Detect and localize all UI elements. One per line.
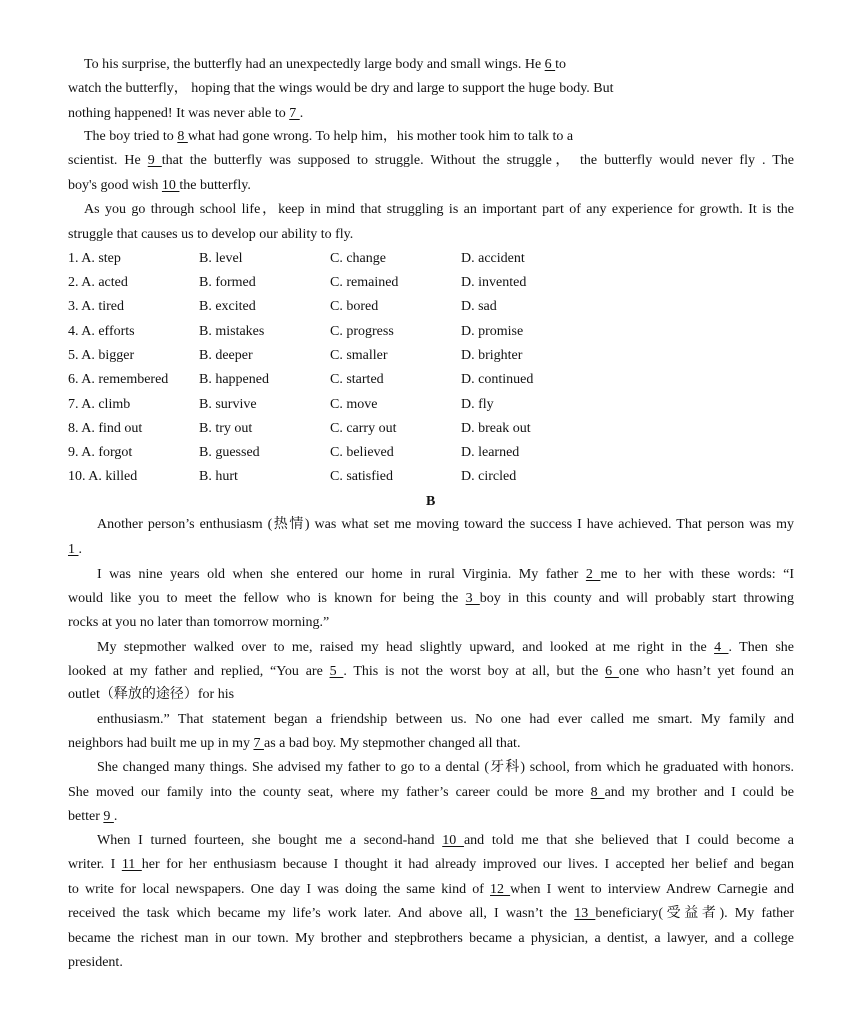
blank-7: 7: [289, 106, 300, 121]
blank-10: 10: [161, 178, 180, 193]
option-a: 10. A. killed: [68, 469, 138, 484]
blank-13: 13: [574, 906, 596, 921]
text-run: She moved our family into the county seat, where my father’s career could be more: [68, 785, 591, 800]
option-a: 8. A. find out: [68, 421, 143, 436]
passage-b-line-3: [97, 566, 794, 584]
blank-8: 8: [177, 129, 188, 144]
blank-4: 4: [714, 640, 729, 655]
text-run: beneficiary(受益者). My father: [595, 906, 794, 921]
text-run: when I went to interview Andrew Carnegie and: [510, 882, 795, 897]
passage-b-line-5: [68, 614, 329, 632]
blank-11: 11: [121, 857, 142, 872]
text-run: president.: [68, 955, 123, 970]
blank-9: 9: [103, 809, 114, 824]
blank-12: 12: [490, 882, 511, 897]
passage-b-line-13: [68, 808, 117, 826]
option-c: C. satisfied: [330, 469, 393, 484]
text-run: .: [113, 809, 118, 824]
option-c: C. progress: [330, 324, 394, 339]
blank-3: 3: [465, 591, 480, 606]
text-run: her for her enthusiasm because I thought it had already improved our lives. I accepted her belief and began: [141, 857, 794, 872]
option-a: 6. A. remembered: [68, 372, 169, 387]
passage-b-line-4: [68, 590, 794, 608]
option-b: B. hurt: [199, 469, 238, 484]
text-run: outlet（释放的途径）for his: [68, 687, 235, 702]
blank-5: 5: [329, 664, 344, 679]
text-run: and told me that she believed that I could become a: [463, 833, 794, 848]
passage-b-line-19: [68, 954, 123, 972]
blank-6: 6: [544, 57, 556, 72]
passage-a-line-6: [68, 177, 251, 195]
passage-a-line-3: [68, 105, 303, 123]
option-c: C. change: [330, 251, 386, 266]
option-c: C. believed: [330, 445, 394, 460]
text-run: as a bad boy. My stepmother changed all that.: [263, 736, 521, 751]
option-c: C. started: [330, 372, 384, 387]
text-run: I was nine years old when she entered our home in rural Virginia. My father: [97, 567, 586, 582]
option-d: D. break out: [461, 421, 531, 436]
text-run: to: [555, 57, 567, 72]
blank-6: 6: [605, 664, 619, 679]
text-run: one who hasn’t yet found an: [618, 664, 795, 679]
option-a: 1. A. step: [68, 251, 121, 266]
text-run: .: [299, 106, 304, 121]
passage-b-line-11: [97, 759, 794, 777]
option-d: D. accident: [461, 251, 525, 266]
option-a: 7. A. climb: [68, 397, 131, 412]
blank-7: 7: [253, 736, 264, 751]
option-a: 5. A. bigger: [68, 348, 135, 363]
option-c: C. carry out: [330, 421, 397, 436]
option-d: D. continued: [461, 372, 534, 387]
text-run: watch the butterfly， hoping that the wings would be dry and large to support the huge body. But: [68, 81, 614, 96]
option-b: B. survive: [199, 397, 257, 412]
section-b-heading: B: [426, 494, 436, 509]
passage-b-line-6: [97, 639, 794, 657]
passage-b-line-10: [68, 735, 520, 753]
text-run: to write for local newspapers. One day I was doing the same kind of: [68, 882, 490, 897]
passage-b-line-16: [68, 881, 794, 899]
option-c: C. smaller: [330, 348, 388, 363]
text-run: My stepmother walked over to me, raised my head slightly upward, and looked at me right in the: [97, 640, 715, 655]
passage-a-line-4: [84, 128, 573, 146]
blank-9: 9: [147, 153, 162, 168]
text-run: writer. I: [68, 857, 122, 872]
option-d: D. sad: [461, 299, 497, 314]
text-run: me to her with these words: “I: [600, 567, 794, 582]
option-d: D. brighter: [461, 348, 523, 363]
option-b: B. excited: [199, 299, 256, 314]
text-run: rocks at you no later than tomorrow morning.”: [68, 615, 330, 630]
blank-8: 8: [590, 785, 605, 800]
text-run: nothing happened! It was never able to: [68, 106, 290, 121]
text-run: would like you to meet the fellow who is known for being the: [68, 591, 466, 606]
option-d: D. learned: [461, 445, 520, 460]
passage-b-line-9: [97, 711, 794, 729]
passage-b-line-12: [68, 784, 794, 802]
blank-1: 1: [68, 542, 79, 557]
passage-b-line-14: [97, 832, 794, 850]
text-run: became the richest man in our town. My brother and stepbrothers became a physician, a dentist, a lawyer, and a college: [68, 931, 794, 946]
text-run: boy's good wish: [68, 178, 162, 193]
text-run: neighbors had built me up in my: [68, 736, 254, 751]
passage-b-line-18: [68, 930, 794, 948]
option-d: D. invented: [461, 275, 527, 290]
option-a: 4. A. efforts: [68, 324, 135, 339]
option-a: 3. A. tired: [68, 299, 124, 314]
text-run: that the butterfly was supposed to struggle. Without the struggle， the butterfly would never fly . The: [161, 153, 795, 168]
option-d: D. fly: [461, 397, 494, 412]
text-run: the butterfly.: [179, 178, 251, 193]
text-run: When I turned fourteen, she bought me a second-hand: [97, 833, 443, 848]
text-run: better: [68, 809, 104, 824]
option-b: B. try out: [199, 421, 253, 436]
passage-b-line-1: [97, 516, 794, 534]
option-c: C. remained: [330, 275, 399, 290]
text-run: To his surprise, the butterfly had an unexpectedly large body and small wings. He: [84, 57, 545, 72]
text-run: Another person’s enthusiasm (热情) was what set me moving toward the success I have achieved. That person was my: [97, 517, 794, 532]
text-run: As you go through school life，keep in mind that struggling is an important part of any experience for growth. It is the: [84, 202, 794, 217]
passage-a-line-8: [68, 226, 353, 244]
text-run: what had gone wrong. To help him，his mother took him to talk to a: [187, 129, 574, 144]
text-run: struggle that causes us to develop our ability to fly.: [68, 227, 354, 242]
option-b: B. happened: [199, 372, 269, 387]
passage-b-line-8: [68, 686, 234, 704]
text-run: scientist. He: [68, 153, 148, 168]
text-run: and my brother and I could be: [604, 785, 795, 800]
passage-a-line-1: [84, 56, 566, 74]
text-run: . This is not the worst boy at all, but the: [343, 664, 606, 679]
passage-a-line-7: [84, 201, 794, 219]
passage-a-line-2: [68, 80, 614, 98]
option-d: D. circled: [461, 469, 517, 484]
passage-b-line-7: [68, 663, 794, 681]
option-a: 2. A. acted: [68, 275, 128, 290]
option-c: C. bored: [330, 299, 379, 314]
option-c: C. move: [330, 397, 378, 412]
option-b: B. deeper: [199, 348, 253, 363]
passage-a-line-5: [68, 152, 794, 170]
text-run: enthusiasm.” That statement began a friendship between us. No one had ever called me smart. My family and: [97, 712, 794, 727]
option-b: B. mistakes: [199, 324, 265, 339]
text-run: She changed many things. She advised my father to go to a dental (牙科) school, from which he graduated with honors.: [97, 760, 794, 775]
text-run: The boy tried to: [84, 129, 178, 144]
option-b: B. level: [199, 251, 243, 266]
passage-b-line-2: [68, 541, 82, 559]
option-b: B. formed: [199, 275, 256, 290]
text-run: . Then she: [728, 640, 794, 655]
passage-b-line-15: [68, 856, 794, 874]
option-a: 9. A. forgot: [68, 445, 133, 460]
option-d: D. promise: [461, 324, 524, 339]
text-run: boy in this county and will probably start throwing: [479, 591, 794, 606]
text-run: received the task which became my life’s work later. And above all, I wasn’t the: [68, 906, 575, 921]
blank-2: 2: [585, 567, 601, 582]
option-b: B. guessed: [199, 445, 260, 460]
passage-b-line-17: [68, 905, 794, 923]
text-run: looked at my father and replied, “You are: [68, 664, 330, 679]
text-run: .: [78, 542, 82, 557]
blank-10: 10: [442, 833, 464, 848]
